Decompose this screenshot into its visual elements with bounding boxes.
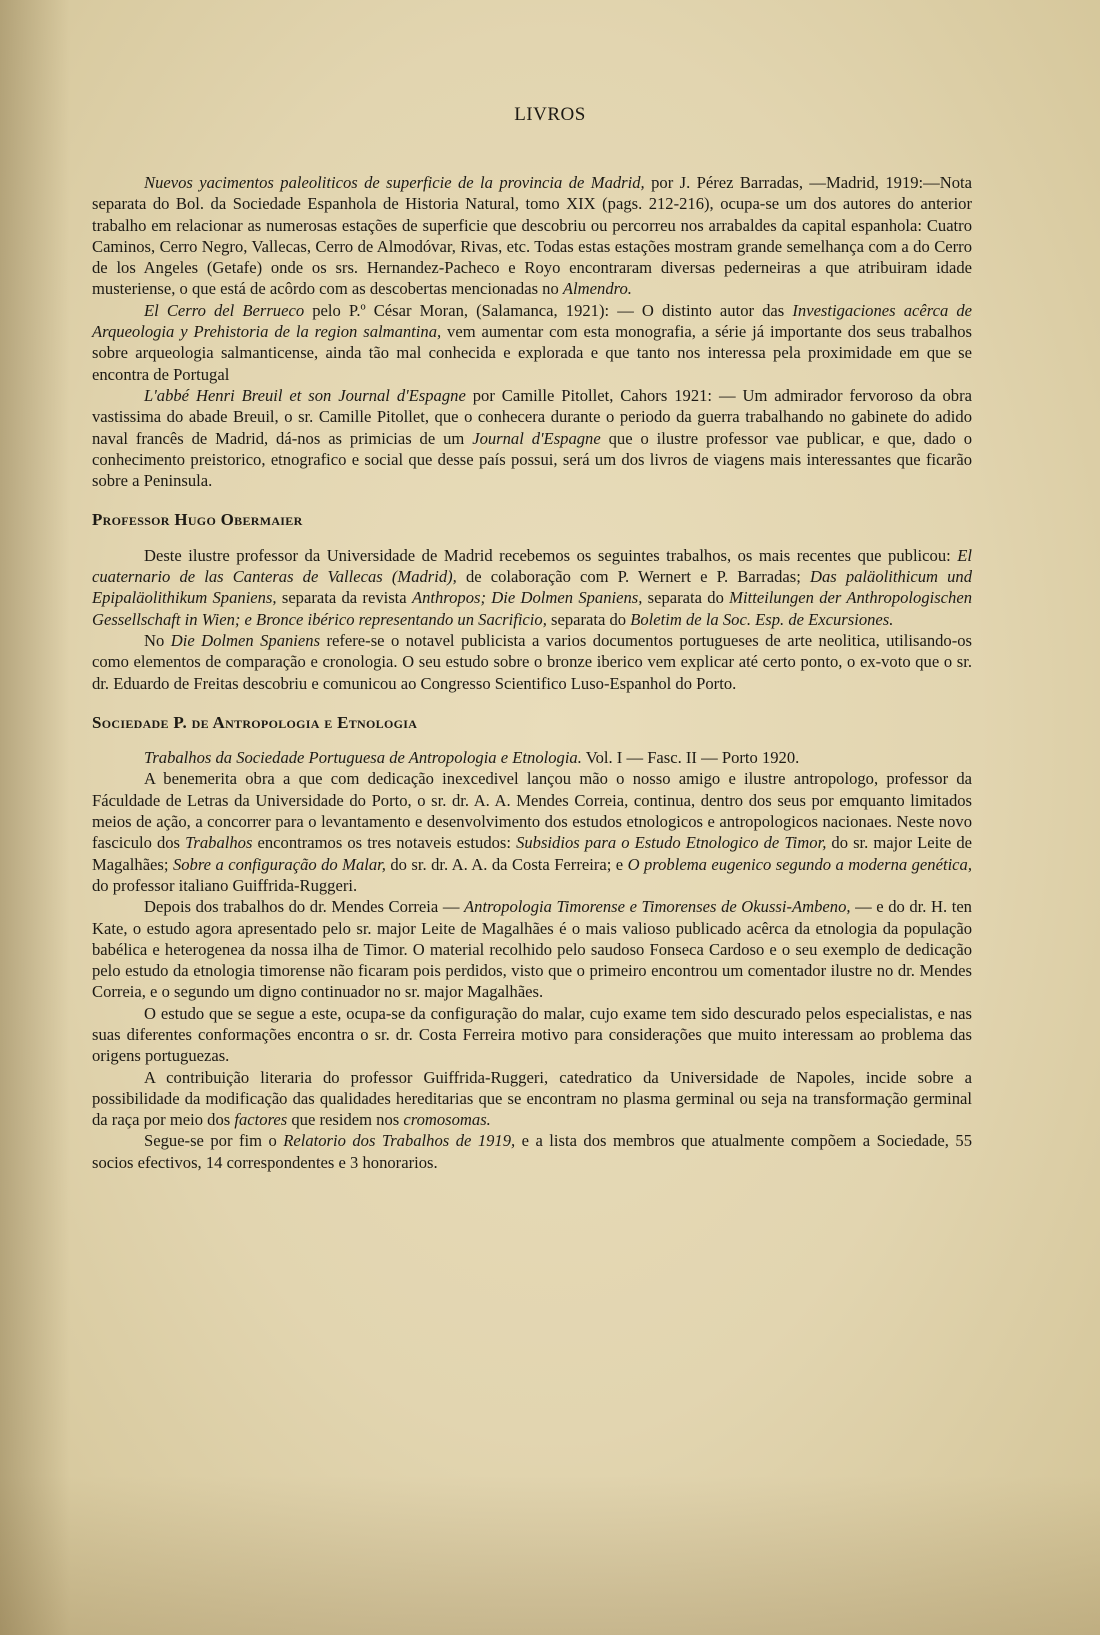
paragraph (92, 1130, 972, 1173)
paragraph (92, 1003, 972, 1067)
text-run: No (144, 630, 171, 650)
text-run: Depois dos trabalhos do dr. Mendes Correia — (144, 897, 465, 917)
section-sociedade (92, 712, 972, 1173)
section-reviews (92, 172, 972, 491)
text-run: encontramos os tres notaveis estudos: (252, 833, 517, 853)
italic-run: Antropologia Timorense e Timorenses de Okussi-Ambeno, (464, 897, 851, 917)
section-heading: Professor Hugo Obermaier (92, 510, 303, 530)
italic-run: Investigaciones acêrca de Arqueologia y Prehistoria de la region salmantina, (92, 300, 973, 342)
text-run: refere-se o notavel publicista a varios documentos portugueses de arte neolitica, utilisando-os como elementos de comparação e cronologia. O seu estudo sobre o bronze iberico vem explicar até certo ponto, o ex-voto que o sr. dr. Eduardo de Freitas descobriu e comunicou ao Congresso Scientifico Luso-Espanhol do Porto. (92, 630, 972, 693)
italic-run: Subsidios para o Estudo Etnologico de Timor, (516, 833, 827, 853)
section-obermaier (92, 509, 972, 693)
italic-run: Journal d'Espagne (472, 428, 601, 448)
text-run: separata da revista (276, 588, 412, 608)
italic-run: Mitteilungen der Anthropologischen Gessellschaft in Wien; e Bronce ibérico representando un Sacrificio, (92, 588, 973, 629)
text-run: e a lista dos membros que atualmente compõem a Sociedade, 55 socios efectivos, 14 correspondentes e 3 honorarios. (92, 1131, 972, 1172)
italic-run: Anthropos; Die Dolmen Spaniens, (411, 588, 643, 608)
italic-run: Trabalhos (185, 833, 253, 853)
italic-run: O problema eugenico segundo a moderna genética, (627, 854, 972, 874)
text-run: Vol. I — Fasc. II — Porto 1920. (581, 748, 800, 768)
text-run: separata do (546, 609, 631, 629)
italic-run: Trabalhos da Sociedade Portuguesa de Antropologia e Etnologia. (144, 748, 582, 768)
text-run: A contribuição literaria do professor Guiffrida-Ruggeri, catedratico da Universidade de Napoles, incide sobre a possibilidade da modificação das qualidades hereditarias que se encontram no plasma germinal ou seja na transformação germinal da raça por meio dos (92, 1067, 972, 1130)
paragraph (92, 172, 972, 300)
text-run: de colaboração com P. Wernert e P. Barradas; (456, 567, 810, 587)
italic-run: Die Dolmen Spaniens (170, 630, 321, 650)
text-run: separata do (642, 588, 730, 608)
text-run: por Camille Pitollet, Cahors 1921: — Um admirador fervoroso da obra vastissima do abade Breuil, o sr. Camille Pitollet, que o conhecera durante o periodo da guerra trabalhando no gabinete do adido naval francês de Madrid, dá-nos as primicias de um (92, 385, 972, 448)
text-run: O estudo que se segue a este, ocupa-se da configuração do malar, cujo exame tem sido descurado pelos especialistas, e nas suas diferentes conformações encontra o sr. dr. Costa Ferreira motivo para considerações que muito interessam ao problema das origens portuguezas. (92, 1003, 972, 1066)
paragraph (92, 300, 972, 385)
text-run: por J. Pérez Barradas, —Madrid, 1919:—Nota separata do Bol. da Sociedade Espanhola de Historia Natural, tomo XIX (pags. 212-216), ocupa-se um dos autores do anterior trabalho em relacionar as numerosas estações de superficie que descobriu ou percorreu nos arrabaldes da capital espanhola: Cuatro Caminos, Cerro Negro, Vallecas, Cerro de Almodóvar, Rivas, etc. Todas estas estações mostram grande semelhança com a do Cerro de los Angeles (Getafe) onde os srs. Hernandez-Pacheco e Royo encontraram diversas pederneiras a que atribuiram idade musteriense, o que está de acôrdo com as descobertas mencionadas no (92, 173, 972, 299)
text-run: que residem nos (287, 1110, 404, 1130)
italic-run: El Cerro del Berrueco (144, 300, 305, 320)
text-run: que o ilustre professor vae publicar, e que, dado o conhecimento preistorico, etnografico e social que desse país possui, será um dos livros de viagens mais interessantes que ficarão sobre a Peninsula. (92, 428, 973, 491)
italic-run: Boletim de la Soc. Esp. de Excursiones. (630, 609, 894, 629)
italic-run: factores (234, 1110, 288, 1130)
article-column (92, 172, 972, 1173)
text-run: — e do dr. H. ten Kate, o estudo agora apresentado pelo sr. major Leite de Magalhães é o mais valioso publicado acêrca da etnologia da população babélica e heterogenea da nossa ilha de Timor. O material recolhido pelo saudoso Fonseca Cardoso e o seu exemplo de dedicação pelo estudo da etnologia timorense não ficaram pois perdidos, visto que o primeiro encontrou um comentador ilustre no dr. Mendes Correia, e o segundo um digno continuador no sr. major Magalhães. (92, 897, 972, 1002)
paragraph (92, 545, 972, 630)
italic-run: Nuevos yacimentos paleoliticos de superficie de la provincia de Madrid, (144, 173, 645, 192)
paragraph (92, 630, 972, 694)
text-run: do sr. major Leite de Magalhães; (92, 833, 972, 874)
paragraph (92, 385, 972, 491)
paragraph (92, 896, 972, 1002)
text-run: do professor italiano Guiffrida-Ruggeri. (92, 875, 358, 895)
text-run: Deste ilustre professor da Universidade de Madrid recebemos os seguintes trabalhos, os mais recentes que publicou: (144, 545, 958, 565)
italic-run: cromosomas. (403, 1110, 491, 1130)
text-run: vem aumentar com esta monografia, a série já importante dos seus trabalhos sobre arqueologia salmanticense, ainda tão mal conhecida e explorada e que tanto nos interessa pela proximidade em que se encontra de Portugal (92, 322, 973, 384)
text-run: Segue-se por fim o (144, 1131, 284, 1151)
paragraph (92, 768, 972, 896)
page-title: LIVROS (514, 104, 586, 125)
italic-run: Relatorio dos Trabalhos de 1919, (283, 1131, 516, 1151)
text-run: do sr. dr. A. A. da Costa Ferreira; e (385, 854, 628, 874)
italic-run: Sobre a configuração do Malar, (172, 854, 386, 874)
section-heading: Sociedade P. de Antropologia e Etnologia (92, 712, 418, 732)
paragraph (92, 1067, 972, 1131)
paragraph (92, 747, 972, 768)
italic-run: L'abbé Henri Breuil et son Journal d'Espagne (144, 385, 466, 405)
text-run: pelo P.º César Moran, (Salamanca, 1921): — O distinto autor das (304, 300, 793, 320)
italic-run: Das paläolithicum und Epipaläolithikum Spaniens, (92, 567, 973, 608)
text-run: A benemerita obra a que com dedicação inexcedivel lançou mão o nosso amigo e ilustre antropologo, professor da Fáculdade de Letras da Universidade do Porto, o sr. dr. A. A. Mendes Correia, continua, dentro dos seus por emquanto limitados meios de ação, a concorrer para o levantamento e desenvolvimento dos estudos etnologicos e antropologicos nacionaes. Neste novo fasciculo dos (92, 769, 972, 853)
italic-run: El cuaternario de las Canteras de Vallecas (Madrid), (92, 545, 972, 587)
italic-run: Almendro. (562, 279, 632, 299)
